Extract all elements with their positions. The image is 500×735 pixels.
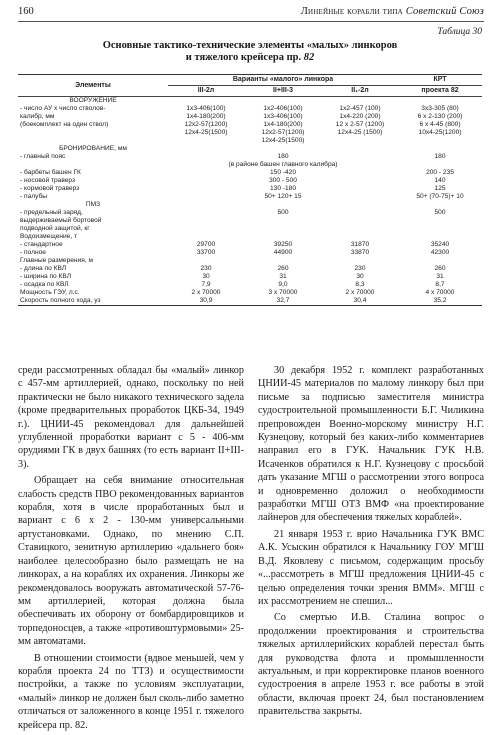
cell-value: 130 -180 — [269, 185, 297, 192]
cell-value — [168, 153, 244, 161]
cell-value — [398, 201, 482, 209]
paragraph: среди рассмотренных обладал бы «малый» линкор с 457-мм артиллерией, однако, поскольку по ней практически не было никакого технического задела (кроме предварительных проработок ЦКБ-34, 1949 г.). ЦНИИ-45 рекомендовал для дальнейшей углубленной проработки вариант с 5 - 406-мм орудиями ГК в двух башнях (то есть вариант II+III-3). — [18, 365, 244, 470]
cell-value — [322, 185, 398, 193]
cell-value: 12х4-25(1500) — [261, 137, 305, 144]
row-label: - носовой траверз — [20, 177, 76, 184]
table-row — [18, 249, 482, 257]
row-label: - стандартное — [20, 241, 63, 248]
row-label: выдерживаемый бортовой — [20, 217, 102, 224]
cell-value — [322, 233, 398, 241]
table-row — [18, 281, 482, 289]
row-label: БРОНИРОВАНИЕ, мм — [59, 145, 127, 152]
cell-value — [398, 137, 482, 145]
cell-value: 1х2-457 (100) — [339, 105, 381, 112]
cell-value — [168, 193, 244, 201]
paragraph: 30 декабря 1952 г. комплект разработанных ЦНИИ-45 материалов по малому линкору был при письме за подписью заместителя министра судостроительной промышленности Б.Г. Чиликина препровожден Военно-морскому министру Н.Г. Кузнецову, который без каких-либо комментариев направил его в ГУК. Начальник ГУК Н.В. Исаченков обратился к Н.Г. Кузнецову с просьбой дать указание МГШ о рассмотрении этого вопроса и одновременно доложил о необходимости разработки МГШ ОТЗ ВМФ «на проектирование лайнеров для обеспечения тяжелых кораблей». — [258, 365, 484, 524]
paragraph: 21 января 1953 г. врио Начальника ГУК ВМС А.К. Усыскин обратился к Начальнику ГОУ МГШ В.Д. Яковлеву с письмом, содержащим просьбу «...рассмотреть в МГШ предложения ЦНИИ-45 с целью определения точки зрения ВММ». МГШ с их рассмотрением не спешил... — [258, 528, 484, 607]
cell-value — [168, 145, 244, 153]
cell-value — [322, 209, 398, 217]
header-variants: Варианты «малого» линкора — [168, 75, 398, 86]
table-body — [18, 97, 482, 306]
cell-value: 31870 — [350, 241, 370, 248]
cell-value: 29700 — [196, 241, 216, 248]
cell-value: 8,3 — [355, 281, 365, 288]
cell-value: 9,0 — [278, 281, 288, 288]
cell-value: 6 х 4-45 (800) — [419, 121, 461, 128]
cell-value — [244, 233, 322, 241]
cell-value: 2 х 70000 — [191, 289, 221, 296]
table-row — [18, 185, 482, 193]
table-row — [18, 105, 482, 113]
row-label: - главный пояс — [20, 153, 66, 160]
table-row — [18, 233, 482, 241]
cell-value: 30,4 — [322, 297, 398, 306]
cell-value: 35,2 — [398, 297, 482, 306]
cell-value — [398, 217, 482, 225]
cell-value: 31 — [436, 273, 444, 280]
cell-value — [322, 137, 398, 145]
cell-value — [398, 145, 482, 153]
cell-value: 6 х 2-130 (200) — [417, 113, 463, 120]
cell-value — [244, 201, 322, 209]
table-row — [18, 137, 482, 145]
cell-value: 500 — [277, 209, 289, 216]
cell-value: 260 — [434, 265, 446, 272]
cell-value — [168, 209, 244, 217]
row-label — [18, 161, 168, 169]
cell-value: 230 — [354, 265, 366, 272]
table-row — [18, 297, 482, 306]
cell-value: 1х4-180(200) — [263, 121, 303, 128]
table-row — [18, 121, 482, 129]
cell-value: 12 х 2-57 (1200) — [335, 121, 385, 128]
cell-value — [322, 153, 398, 161]
cell-value: 150 -420 — [269, 169, 297, 176]
header-elements: Элементы — [18, 75, 168, 97]
table-row — [18, 289, 482, 297]
table-row — [18, 169, 482, 177]
cell-value: 44900 — [273, 249, 293, 256]
table-title-line2 — [30, 52, 470, 64]
table-row — [18, 217, 482, 225]
cell-value — [398, 257, 482, 265]
cell-value — [244, 257, 322, 265]
body-text — [18, 364, 484, 735]
cell-value — [322, 201, 398, 209]
table-row — [18, 153, 482, 161]
cell-value — [168, 185, 244, 193]
cell-value — [398, 97, 482, 106]
cell-value: 30 — [356, 273, 364, 280]
table-row — [18, 265, 482, 273]
header-variant-1: III-2л — [168, 86, 244, 97]
table-title-line2-italic: 82 — [303, 52, 315, 63]
cell-value — [322, 97, 398, 106]
header-rule — [18, 21, 484, 22]
cell-value: 7,9 — [201, 281, 211, 288]
table-row — [18, 241, 482, 249]
cell-value — [168, 233, 244, 241]
page-number: 160 — [18, 6, 34, 17]
cell-value: 140 — [434, 177, 446, 184]
row-label — [18, 129, 168, 137]
row-label: ВООРУЖЕНИЕ — [69, 97, 117, 104]
cell-value: 4 х 70000 — [425, 289, 455, 296]
cell-value — [322, 145, 398, 153]
running-header — [18, 6, 484, 20]
header-krt: КРТ — [398, 75, 482, 86]
row-label: - число АУ х число стволов- — [20, 105, 106, 112]
table-row — [18, 273, 482, 281]
cell-value: 50+ (70-75)+ 10 — [416, 193, 464, 200]
spec-table — [18, 74, 482, 306]
cell-value — [168, 137, 244, 145]
table-row — [18, 97, 482, 106]
cell-value: 500 — [434, 209, 446, 216]
header-project-82: проекта 82 — [398, 86, 482, 97]
row-label: калибр, мм — [20, 113, 55, 120]
table-row — [18, 201, 482, 209]
cell-value — [322, 225, 398, 233]
table-row — [18, 257, 482, 265]
cell-value: 1х4-180(200) — [186, 113, 226, 120]
cell-value — [244, 225, 322, 233]
table-title-line2-plain: и тяжелого крейсера пр. — [185, 52, 304, 63]
cell-value: 39250 — [273, 241, 293, 248]
cell-value — [244, 97, 322, 106]
header-variant-2: II+III-3 — [244, 86, 322, 97]
row-label: Скорость полного хода, уз — [18, 297, 168, 306]
row-label: - барбеты башен ГК — [20, 169, 81, 176]
table-title — [30, 40, 470, 64]
cell-value — [168, 217, 244, 225]
cell-value: 180 — [434, 153, 446, 160]
cell-value: 1х4-220 (200) — [339, 113, 381, 120]
cell-value: 12х2-57(1200) — [261, 129, 305, 136]
cell-value: 1х2-406(100) — [263, 105, 303, 112]
cell-value — [168, 201, 244, 209]
cell-value: 31 — [279, 273, 287, 280]
row-label: подводной защитой, кг — [20, 225, 90, 232]
cell-value — [322, 177, 398, 185]
cell-value: 1х3-406(100) — [263, 113, 303, 120]
cell-value: 50+ 120+ 15 — [264, 193, 302, 200]
paragraph: Обращает на себя внимание относительная слабость средств ПВО рекомендованных вариантов корабля, хотя в числе проработанных был и вариант с 6 х 2 - 130-мм универсальными артустановками. Однако, по мнению С.П. Ставицкого, зенитную артиллерию «дальнего боя» наиболее целесообразно было размещать не на линкорах, а на кораблях их охранения. Линкоры же рекомендовалось вооружать автоматической 57-76-мм артиллерией, которая должна была обеспечивать их оборону от бомбардировщиков и торпедоносцев, а также «противоштурмовыми» 25-мм автоматами. — [18, 475, 244, 648]
row-label: - длина по КВЛ — [20, 265, 67, 272]
row-label — [18, 137, 168, 145]
running-title — [301, 6, 484, 17]
table-row — [18, 225, 482, 233]
paragraph: В отношении стоимости (вдвое меньшей, чем у корабля проекта 24 по ТТЗ) и осуществимости постройки, а также по условиям эксплуатации, «малый» линкор не должен был сколь-либо заметно отличаться от заложенного в конце 1951 г. тяжелого крейсера пр. 82. — [18, 652, 244, 731]
row-label: - предельный заряд, — [20, 209, 83, 216]
table-row — [18, 113, 482, 121]
cell-value: 180 — [277, 153, 289, 160]
row-label: - палубы — [20, 193, 47, 200]
table-number: Таблица 30 — [437, 27, 482, 37]
paragraph: Со смертью И.В. Сталина вопрос о продолжении проектирования и строительства тяжелых артиллерийских кораблей перестал быть для руководства флота и промышленности актуальным, и при корректировке планов военного судостроения в апреле 1953 г. все работы в этой области, включая проект 24, был постановлением правительства закрыты. — [258, 612, 484, 718]
cell-value — [322, 169, 398, 177]
cell-value — [168, 97, 244, 106]
row-label: ПМЗ — [85, 201, 101, 208]
cell-value — [322, 217, 398, 225]
cell-value: 33700 — [196, 249, 216, 256]
cell-value: 230 — [200, 265, 212, 272]
table-header-row — [18, 75, 482, 86]
cell-value: 12х4-25(1500) — [184, 129, 228, 136]
row-label: Мощность ГЭУ, л.с. — [20, 289, 80, 296]
cell-value: 10х4-25(1200) — [418, 129, 462, 136]
cell-value: 32,7 — [244, 297, 322, 306]
table-row — [18, 193, 482, 201]
running-title-plain: Линейные корабли типа — [300, 6, 406, 17]
cell-value: 33870 — [350, 249, 370, 256]
row-label: Главные размерения, м — [20, 257, 94, 264]
cell-value: 12х2-57(1200) — [184, 121, 228, 128]
cell-value: 260 — [277, 265, 289, 272]
running-title-italic: Советский Союз — [405, 6, 484, 17]
row-label: (боекомплект на один ствол) — [20, 121, 109, 128]
cell-value: 125 — [434, 185, 446, 192]
table-title-line1: Основные тактико-технические элементы «малых» линкоров — [102, 40, 398, 51]
cell-value: 12х4-25 (1500) — [337, 129, 383, 136]
cell-value — [398, 225, 482, 233]
row-note: (в районе башен главного калибра) — [228, 161, 338, 168]
cell-value — [168, 177, 244, 185]
cell-value: 30,9 — [168, 297, 244, 306]
cell-value — [168, 257, 244, 265]
row-label: Водоизмещение, т — [20, 233, 78, 240]
row-label: - полное — [20, 249, 46, 256]
text-column-left — [18, 364, 244, 735]
row-label: - ширина по КВЛ — [20, 273, 72, 280]
text-column-right — [258, 364, 484, 735]
cell-value — [398, 161, 482, 169]
cell-value — [168, 225, 244, 233]
cell-value — [322, 257, 398, 265]
cell-value — [322, 193, 398, 201]
cell-value: 35240 — [430, 241, 450, 248]
header-variant-3: II₁-2л — [322, 86, 398, 97]
cell-value — [244, 145, 322, 153]
cell-value: 200 - 235 — [426, 169, 454, 176]
row-label: - осадка по КВЛ — [20, 281, 69, 288]
table-row — [18, 177, 482, 185]
table-row — [18, 145, 482, 153]
cell-value — [168, 169, 244, 177]
cell-value: 8,7 — [435, 281, 445, 288]
cell-value: 2 х 70000 — [345, 289, 375, 296]
table-row — [18, 161, 482, 169]
cell-value: 1х3-406(100) — [186, 105, 226, 112]
cell-value: 3 х 70000 — [268, 289, 298, 296]
row-label: - кормовой траверз — [20, 185, 80, 192]
cell-value — [244, 217, 322, 225]
table-row — [18, 129, 482, 137]
cell-value: 42300 — [430, 249, 450, 256]
cell-value: 30 — [202, 273, 210, 280]
table-row — [18, 209, 482, 217]
cell-value: 300 - 500 — [269, 177, 297, 184]
cell-value: 3х3-305 (80) — [421, 105, 459, 112]
cell-value — [398, 233, 482, 241]
